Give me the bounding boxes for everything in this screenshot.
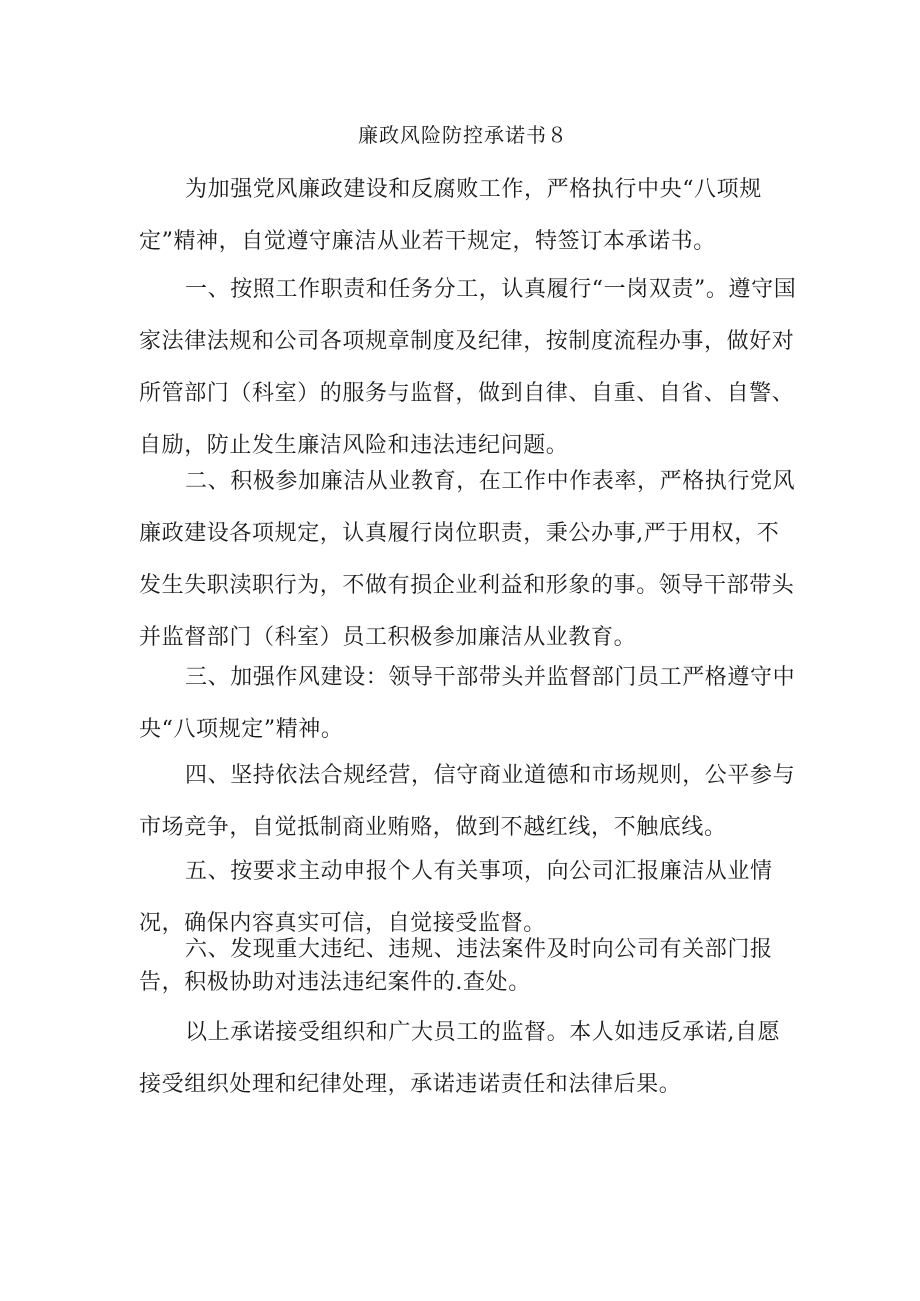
paragraph-intro: 为加强党风廉政建设和反腐败工作，严格执行中央“八项规定”精神，自觉遵守廉洁从业若干规定，特签订本承诺书。 xyxy=(139,177,762,254)
paragraph-item-2: 二、积极参加廉洁从业教育，在工作中作表率，严格执行党风廉政建设各项规定，认真履行岗位职责，秉公办事,严于用权，不发生失职渎职行为，不做有损企业利益和形象的事。领导干部带头并监督部门（科室）员工积极参加廉洁从业教育。 xyxy=(139,469,796,650)
paragraph-closing: 以上承诺接受组织和广大员工的监督。本人如违反承诺,自愿接受组织处理和纪律处理，承诺违诺责任和法律后果。 xyxy=(139,1020,781,1097)
paragraph-item-4: 四、坚持依法合规经营，信守商业道德和市场规则，公平参与市场竞争，自觉抵制商业贿赂，做到不越红线，不触底线。 xyxy=(139,763,796,840)
paragraph-item-6: 六、发现重大违纪、违规、违法案件及时向公司有关部门报告，积极协助对违法违纪案件的.查处。 xyxy=(139,937,773,995)
paragraph-item-3: 三、加强作风建设：领导干部带头并监督部门员工严格遵守中央“八项规定”精神。 xyxy=(139,665,796,742)
document-title: 廉政风险防控承诺书８ xyxy=(358,123,568,147)
paragraph-item-5: 五、按要求主动申报个人有关事项，向公司汇报廉洁从业情况，确保内容真实可信，自觉接受监督。 xyxy=(139,859,773,936)
paragraph-item-1: 一、按照工作职责和任务分工，认真履行“一岗双责”。遵守国家法律法规和公司各项规章制度及纪律，按制度流程办事，做好对所管部门（科室）的服务与监督，做到自律、自重、自省、自警、自励，防止发生廉洁风险和违法违纪问题。 xyxy=(139,277,797,458)
